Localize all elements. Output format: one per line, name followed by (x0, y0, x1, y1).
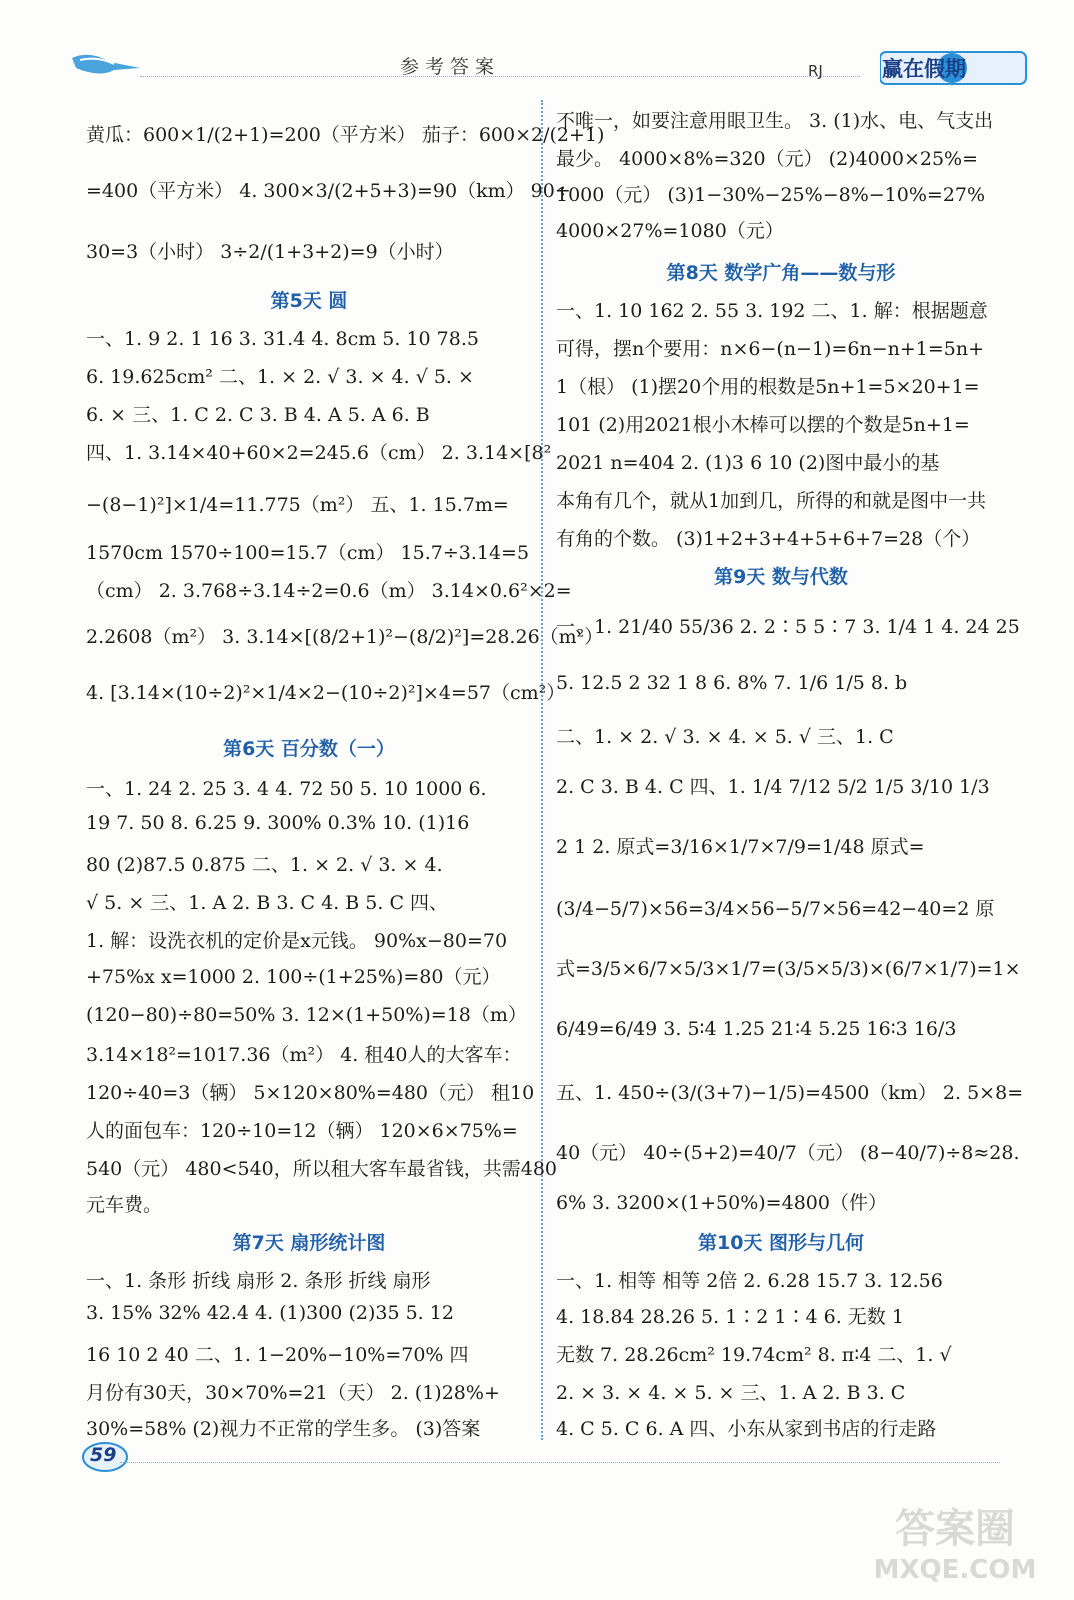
answer-line: 一、1. 9 2. 1 16 3. 31.4 4. 8cm 5. 10 78.5 (86, 328, 479, 350)
section-heading: 第7天 扇形统计图 (232, 1232, 386, 1254)
answer-line: 5. 12.5 2 32 1 8 6. 8% 7. 1/6 1/5 8. b (556, 672, 908, 694)
section-heading: 第8天 数学广角——数与形 (666, 262, 896, 284)
header-divider (140, 76, 860, 77)
bird-logo-icon (70, 48, 148, 78)
answer-line: 四、1. 3.14×40+60×2=245.6（cm） 2. 3.14×[8² (86, 442, 552, 464)
answer-line: 2021 n=404 2. (1)3 6 10 (2)图中最小的基 (556, 452, 940, 474)
answer-line: 6. × 三、1. C 2. C 3. B 4. A 5. A 6. B (86, 404, 430, 426)
answer-line: 540（元） 480<540，所以租大客车最省钱，共需480 (86, 1158, 558, 1180)
answer-line: 无数 7. 28.26cm² 19.74cm² 8. π∶4 二、1. √ (556, 1344, 952, 1366)
section-heading: 第10天 图形与几何 (697, 1232, 865, 1254)
section-heading: 第9天 数与代数 (714, 566, 848, 588)
answer-line: 16 10 2 40 二、1. 1−20%−10%=70% 四 (86, 1344, 469, 1366)
answer-line: 30=3（小时） 3÷2/(1+3+2)=9（小时） (86, 241, 454, 263)
answer-line: 101 (2)用2021根小木棒可以摆的个数是5n+1= (556, 414, 970, 436)
answer-line: 2 1 2. 原式=3/16×1/7×7/9=1/48 原式= (556, 836, 925, 858)
answer-line: 1000（元） (3)1−30%−25%−8%−10%=27% (556, 184, 986, 206)
answer-line: 二、1. × 2. √ 3. × 4. × 5. √ 三、1. C (556, 726, 894, 748)
svg-text:MXQE.COM: MXQE.COM (873, 1555, 1037, 1585)
answer-line: 人的面包车：120÷10=12（辆） 120×6×75%= (86, 1120, 518, 1142)
answer-line: 元车费。 (86, 1194, 163, 1216)
footer-divider (120, 1462, 1000, 1463)
answer-line: 黄瓜：600×1/(2+1)=200（平方米） 茄子：600×2/(2+1) (86, 124, 605, 146)
answer-line: 120÷40=3（辆） 5×120×80%=480（元） 租10 (86, 1082, 535, 1104)
column-divider (541, 100, 543, 1440)
answer-line: 80 (2)87.5 0.875 二、1. × 2. √ 3. × 4. (86, 854, 443, 876)
answer-line: 一、1. 10 162 2. 55 3. 192 二、1. 解：根据题意 (556, 300, 988, 322)
header-title: 参考答案 (400, 56, 501, 78)
answer-line: 2.2608（m²） 3. 3.14×[(8/2+1)²−(8/2)²]=28.26（m²） (86, 626, 604, 648)
watermark-logo-icon (860, 1490, 1050, 1590)
answer-line: +75%x x=1000 2. 100÷(1+25%)=80（元） (86, 966, 501, 988)
answer-line: 一、1. 相等 相等 2倍 2. 6.28 15.7 3. 12.56 (556, 1270, 943, 1292)
answer-line: 式=3/5×6/7×5/3×1/7=(3/5×5/3)×(6/7×1/7)=1× (556, 958, 1021, 980)
page-number: 59 (90, 1444, 117, 1466)
answer-line: 1（根） (1)摆20个用的根数是5n+1=5×20+1= (556, 376, 980, 398)
answer-line: 40（元） 40÷(5+2)=40/7（元） (8−40/7)÷8≈28. (556, 1142, 1020, 1164)
answer-line: (120−80)÷80=50% 3. 12×(1+50%)=18（m） (86, 1004, 527, 1026)
section-heading: 第5天 圆 (270, 290, 348, 312)
page-header (0, 0, 1074, 90)
answer-line: 6/49=6/49 3. 5∶4 1.25 21∶4 5.25 16∶3 16/3 (556, 1018, 957, 1040)
answer-line: 月份有30天，30×70%=21（天） 2. (1)28%+ (86, 1382, 500, 1404)
answer-line: 6% 3. 3200×(1+50%)=4800（件） (556, 1192, 887, 1214)
answer-line: 19 7. 50 8. 6.25 9. 300% 0.3% 10. (1)16 (86, 812, 470, 834)
svg-text:答案圈: 答案圈 (895, 1506, 1015, 1552)
answer-line: 一、1. 24 2. 25 3. 4 4. 72 50 5. 10 1000 6. (86, 778, 487, 800)
answer-line: 6. 19.625cm² 二、1. × 2. √ 3. × 4. √ 5. × (86, 366, 474, 388)
answer-line: 4. [3.14×(10÷2)²×1/4×2−(10÷2)²]×4=57（cm²） (86, 682, 566, 704)
answer-line: 30%=58% (2)视力不正常的学生多。 (3)答案 (86, 1418, 481, 1440)
answer-line: 五、1. 450÷(3/(3+7)−1/5)=4500（km） 2. 5×8= (556, 1082, 1024, 1104)
answer-line: 4. C 5. C 6. A 四、小东从家到书店的行走路 (556, 1418, 937, 1440)
answer-line: =400（平方米） 4. 300×3/(2+5+3)=90（km） 90÷ (86, 180, 571, 202)
answer-line: 最少。 4000×8%=320（元） (2)4000×25%= (556, 148, 979, 170)
section-heading: 第6天 百分数（一） (223, 738, 395, 760)
answer-line: −(8−1)²]×1/4=11.775（m²） 五、1. 15.7m= (86, 494, 509, 516)
answer-line: （cm） 2. 3.768÷3.14÷2=0.6（m） 3.14×0.6²×2= (86, 580, 572, 602)
answer-line: 3. 15% 32% 42.4 4. (1)300 (2)35 5. 12 (86, 1302, 454, 1324)
answer-line: 3.14×18²=1017.36（m²） 4. 租40人的大客车： (86, 1044, 522, 1066)
answer-line: 本角有几个，就从1加到几，所得的和就是图中一共 (556, 490, 987, 512)
answer-line: 2. C 3. B 4. C 四、1. 1/4 7/12 5/2 1/5 3/10 1/3 (556, 776, 990, 798)
answer-line: (3/4−5/7)×56=3/4×56−5/7×56=42−40=2 原 (556, 898, 995, 920)
answer-line: 一、1. 21/40 55/36 2. 2∶5 5∶7 3. 1/4 1 4. 24 25 (556, 616, 1020, 638)
answer-line: 4000×27%=1080（元） (556, 220, 784, 242)
answer-line: 1570cm 1570÷100=15.7（cm） 15.7÷3.14=5 (86, 542, 530, 564)
edition-label: RJ (808, 62, 823, 80)
answer-line: √ 5. × 三、1. A 2. B 3. C 4. B 5. C 四、 (86, 892, 449, 914)
answer-line: 4. 18.84 28.26 5. 1∶2 1∶4 6. 无数 1 (556, 1306, 904, 1328)
answer-line: 2. × 3. × 4. × 5. × 三、1. A 2. B 3. C (556, 1382, 906, 1404)
brand-logo: 赢在假期 (882, 57, 966, 81)
answer-line: 不唯一，如要注意用眼卫生。 3. (1)水、电、气支出 (556, 110, 994, 132)
answer-line: 1. 解：设洗衣机的定价是x元钱。 90%x−80=70 (86, 930, 508, 952)
answer-line: 可得，摆n个要用：n×6−(n−1)=6n−n+1=5n+ (556, 338, 985, 360)
answer-line: 有角的个数。 (3)1+2+3+4+5+6+7=28（个） (556, 528, 981, 550)
answer-line: 一、1. 条形 折线 扇形 2. 条形 折线 扇形 (86, 1270, 431, 1292)
